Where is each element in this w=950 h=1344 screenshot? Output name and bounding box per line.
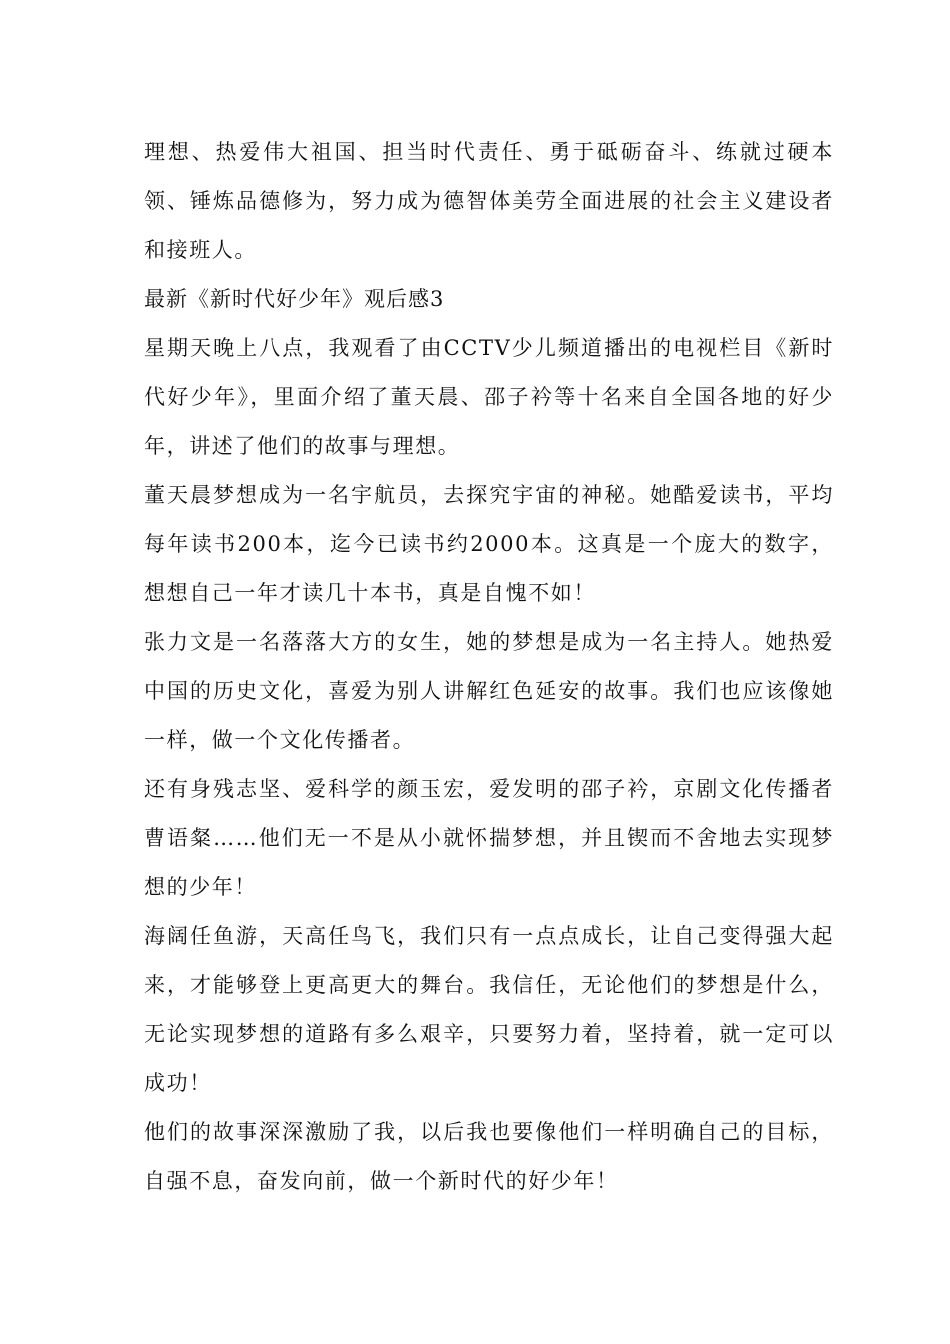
paragraph-reflection: 海阔任鱼游，天高任鸟飞，我们只有一点点成长，让自己变得强大起来，才能够登上更高更大的舞台。我信任，无论他们的梦想是什么，无论实现梦想的道路有多么艰辛，只要努力着，坚持着，就一定可以成功！ [144, 924, 834, 1095]
paragraph-others: 还有身残志坚、爱科学的颜玉宏，爱发明的邵子衿，京剧文化传播者曹语粲……他们无一不是从小就怀揣梦想，并且锲而不舍地去实现梦想的少年！ [144, 777, 834, 899]
paragraph-continuation: 理想、热爱伟大祖国、担当时代责任、勇于砥砺奋斗、练就过硬本领、锤炼品德修为，努力成为德智体美劳全面进展的社会主义建设者和接班人。 [144, 140, 834, 262]
essay-title: 最新《新时代好少年》观后感3 [144, 287, 445, 311]
paragraph-zhang-liwen: 张力文是一名落落大方的女生，她的梦想是成为一名主持人。她热爱中国的历史文化，喜爱为别人讲解红色延安的故事。我们也应该像她一样，做一个文化传播者。 [144, 630, 834, 752]
paragraph-dong-tianchen: 董天晨梦想成为一名宇航员，去探究宇宙的神秘。她酷爱读书，平均每年读书200本，迄今已读书约2000本。这真是一个庞大的数字，想想自己一年才读几十本书，真是自愧不如！ [144, 483, 834, 605]
paragraph-conclusion: 他们的故事深深激励了我，以后我也要像他们一样明确自己的目标，自强不息，奋发向前，做一个新时代的好少年！ [144, 1120, 834, 1193]
paragraph-intro: 星期天晚上八点，我观看了由CCTV少儿频道播出的电视栏目《新时代好少年》，里面介绍了董天晨、邵子衿等十名来自全国各地的好少年，讲述了他们的故事与理想。 [144, 336, 834, 458]
document-body [144, 128, 834, 1206]
